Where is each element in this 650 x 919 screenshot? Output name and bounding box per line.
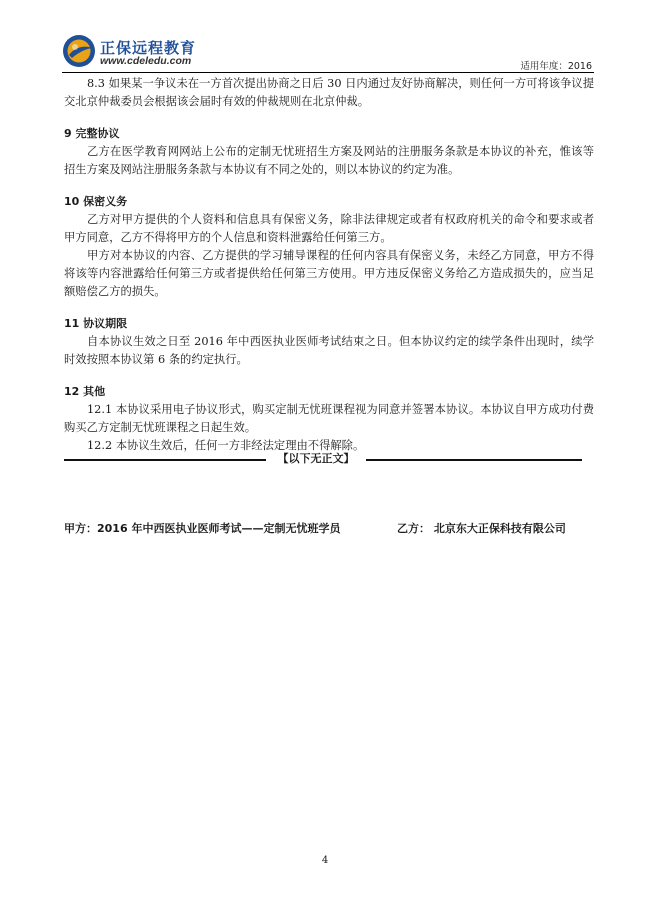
section-10-heading: 10 保密义务 bbox=[64, 195, 128, 208]
section-12-heading: 12 其他 bbox=[64, 385, 106, 398]
section-9-heading: 9 完整协议 bbox=[64, 127, 120, 140]
year-label: 适用年度：2016 bbox=[520, 61, 592, 72]
page-header bbox=[62, 32, 594, 72]
clause-8-3: 8.3 如果某一争议未在一方首次提出协商之日后 30 日内通过友好协商解决，则任何一方可将该争议提交北京仲裁委员会根据该会届时有效的仲裁规则在北京仲裁。 bbox=[64, 77, 594, 108]
section-9-paragraph: 乙方在医学教育网网站上公布的定制无忧班招生方案及网站的注册服务条款是本协议的补充，惟该等招生方案及网站注册服务条款与本协议有不同之处的，则以本协议的约定为准。 bbox=[64, 145, 594, 176]
clause-12-1: 12.1 本协议采用电子协议形式，购买定制无忧班课程视为同意并签署本协议。本协议自甲方成功付费购买乙方定制无忧班课程之日起生效。 bbox=[64, 403, 594, 434]
page-number: 4 bbox=[321, 855, 329, 866]
section-10-paragraph-1: 乙方对甲方提供的个人资料和信息具有保密义务，除非法律规定或者有权政府机关的命令和要求或者甲方同意，乙方不得将甲方的个人信息和资料泄露给任何第三方。 bbox=[64, 213, 594, 244]
logo-url: www.cdeledu.com bbox=[100, 55, 192, 67]
end-rule-left bbox=[64, 459, 266, 461]
logo-name: 正保远程教育 bbox=[100, 39, 197, 57]
header-divider bbox=[62, 72, 594, 73]
party-b-signature: 乙方： 北京东大正保科技有限公司 bbox=[397, 522, 566, 535]
document-body bbox=[64, 75, 594, 455]
cdeledu-globe-logo-icon bbox=[62, 34, 96, 68]
section-10-paragraph-2: 甲方对本协议的内容、乙方提供的学习辅导课程的任何内容具有保密义务，未经乙方同意，甲方不得将该等内容泄露给任何第三方或者提供给任何第三方使用。甲方违反保密义务给乙方造成损失的，应当足额赔偿乙方的损失。 bbox=[64, 249, 594, 298]
clause-12-2: 12.2 本协议生效后，任何一方非经法定理由不得解除。 bbox=[87, 439, 365, 452]
section-11-heading: 11 协议期限 bbox=[64, 317, 128, 330]
end-of-text-label: 【以下无正文】 bbox=[277, 452, 355, 465]
party-a-signature: 甲方：2016 年中西医执业医师考试——定制无忧班学员 bbox=[64, 522, 341, 535]
end-of-text-marker bbox=[64, 452, 582, 466]
section-11-paragraph: 自本协议生效之日至 2016 年中西医执业医师考试结束之日。但本协议约定的续学条件出现时，续学时效按照本协议第 6 条的约定执行。 bbox=[64, 335, 594, 366]
end-rule-right bbox=[366, 459, 582, 461]
